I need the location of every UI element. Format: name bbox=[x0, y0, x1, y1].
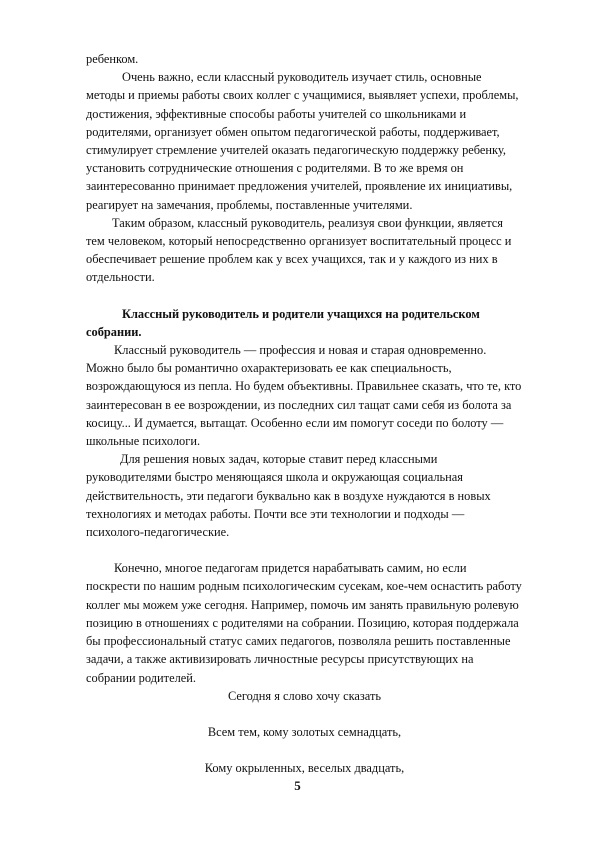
paragraph-3: Классный руководитель — профессия и новая и старая одновременно. Можно было бы романтично охарактеризовать ее как специальность, возрождающуюся из пепла. Но будем объективны. Правильнее сказать, что те, кто заинтересован в ее возрождении, из последних сил тащат сами себя из болота за косицу... И думается, вытащат. Особенно если им помогут соседи по болоту — школьные психологи. bbox=[86, 343, 522, 449]
paragraph-1: Очень важно, если классный руководитель изучает стиль, основные методы и приемы работы своих коллег с учащимися, выявляет успехи, проблемы, достижения, эффективные способы работы учителей со школьниками и родителями, организует обмен опытом педагогической работы, поддерживает, стимулирует стремление учителей оказать педагогическую поддержку ребенку, установить сотруднические отношения с родителями. В то же время он заинтересованно принимает предложения учителей, проявление их инициативы, реагирует на замечания, проблемы, поставленные учителями. bbox=[86, 70, 519, 212]
poem-line-3: Кому окрыленных, веселых двадцать, bbox=[204, 761, 405, 776]
paragraph-continued: ребенком. bbox=[86, 52, 139, 66]
document-body bbox=[86, 50, 523, 777]
poem-line-1: Сегодня я слово хочу сказать bbox=[227, 688, 382, 703]
page-number: 5 bbox=[294, 778, 301, 793]
paragraph-4: Для решения новых задач, которые ставит перед классными руководителями быстро меняющаяся школа и окружающая социальная действительность, эти педагоги буквально как в воздухе нуждаются в новых технологиях и методах работы. Почти все эти технологии и подходы — психолого-педагогические. bbox=[86, 452, 491, 540]
poem-line-2: Всем тем, кому золотых семнадцать, bbox=[207, 724, 402, 739]
section-heading: Классный руководитель и родители учащихся на родительском собрании. bbox=[86, 306, 480, 339]
paragraph-2: Таким образом, классный руководитель, реализуя свои функции, является тем человеком, который непосредственно организует воспитательный процесс и обеспечивает решение проблем как у всех учащихся, так и у каждого из них в отдельности. bbox=[86, 215, 512, 285]
paragraph-5: Конечно, многое педагогам придется нарабатывать самим, но если поскрести по нашим родным психологическим сусекам, кое-чем оснастить работу коллег мы можем уже сегодня. Например, помочь им занять правильную ролевую позицию в отношениях с родителями на собрании. Позицию, которая поддержала бы профессиональный статус самих педагогов, позволяла решить поставленные задачи, а также активизировать личностные ресурсы присутствующих на собрании родителей. bbox=[86, 561, 522, 685]
